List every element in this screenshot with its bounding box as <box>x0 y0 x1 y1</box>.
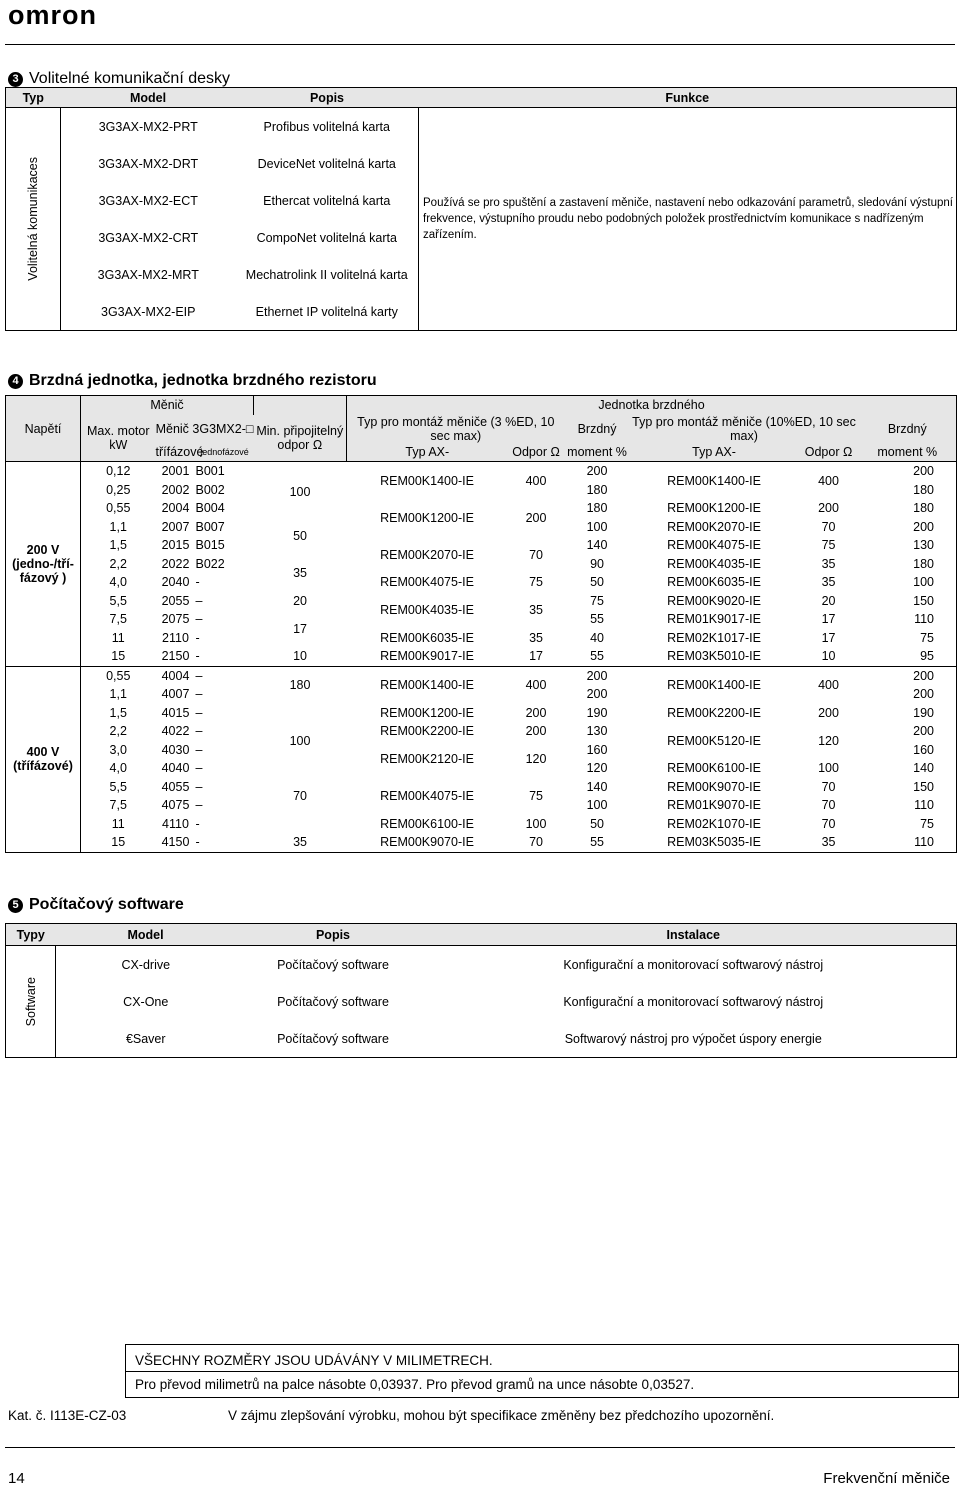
table-cell: 130 <box>586 724 608 739</box>
page-footer-title: Frekvenční měniče <box>823 1470 950 1487</box>
table-cell: 100 <box>289 733 311 748</box>
section-number-badge: 3 <box>8 72 23 87</box>
table-cell: Typ AX- <box>405 444 450 459</box>
table-cell: 4075 <box>161 798 190 813</box>
table-cell: CX-drive <box>121 957 171 972</box>
table-cell: 75 <box>920 816 934 831</box>
type-cell: Software <box>6 946 56 1058</box>
table-cell: 110 <box>914 835 934 850</box>
table-cell: 140 <box>586 779 608 794</box>
table-cell: 55 <box>590 612 604 627</box>
table-cell: Ethercat volitelná karta <box>263 193 391 208</box>
table-row <box>6 629 957 648</box>
table-cell: REM00K2120-IE <box>380 752 474 766</box>
table-row <box>6 462 957 481</box>
table-row <box>6 256 957 293</box>
table-cell: 1,1 <box>109 687 127 702</box>
table-cell: 95 <box>920 649 934 664</box>
table-cell: – <box>195 687 203 702</box>
table-cell: B015 <box>195 538 225 553</box>
table-cell: 200 <box>586 668 608 683</box>
table-cell: 17 <box>821 630 836 645</box>
table-row <box>6 396 957 415</box>
table-cell: Popis <box>236 924 431 946</box>
table-cell: 0,55 <box>106 668 131 683</box>
table-cell: 200 <box>913 668 934 683</box>
table-cell: 75 <box>920 630 934 645</box>
software-table <box>5 923 957 1058</box>
section-number-badge: 5 <box>8 898 23 913</box>
section-5-title: 5 Počítačový software <box>8 896 184 914</box>
table-cell: REM00K4075-IE <box>667 538 761 553</box>
table-header-row <box>6 924 957 946</box>
table-cell: 100 <box>586 519 608 534</box>
table-cell: 120 <box>525 752 547 766</box>
table-cell: 50 <box>590 816 604 831</box>
table-cell: 140 <box>586 538 608 553</box>
table-cell: 4110 <box>162 816 189 831</box>
table-cell: 17 <box>293 621 307 636</box>
table-cell: 190 <box>586 705 608 720</box>
table-cell: 100 <box>289 485 311 499</box>
table-cell: 100 <box>586 798 608 813</box>
table-cell: 2,2 <box>109 724 127 739</box>
table-cell: 0,55 <box>106 501 131 516</box>
table-cell: 15 <box>111 649 126 664</box>
table-cell: 200 <box>586 687 608 702</box>
table-cell: moment % <box>877 444 938 459</box>
function-description: Používá se pro spuštění a zastavení měniče, nastavení nebo odkazování parametrů, sledování výstupní frekvence, výstupního proudu nebo podobných položek prostřednictvím komunikace s nadřízeným zařízením. <box>419 182 957 256</box>
header-rows <box>6 396 957 462</box>
table-cell: CompoNet volitelná karta <box>256 230 397 245</box>
units-note: VŠECHNY ROZMĚRY JSOU UDÁVÁNY V MILIMETRECH. <box>135 1353 493 1368</box>
table-cell: – <box>195 612 203 627</box>
table-cell: 75 <box>529 575 543 590</box>
conversion-note: Pro převod milimetrů na palce násobte 0,03937. Pro převod gramů na unce násobte 0,03527. <box>135 1377 695 1392</box>
table-cell: 200 <box>913 724 934 739</box>
table-cell: 400 V (třífázové) <box>6 666 81 852</box>
catalog-number: Kat. č. I113E-CZ-03 <box>8 1408 127 1423</box>
table-cell: Typ AX- <box>692 444 736 459</box>
table-cell: 4030 <box>161 742 190 757</box>
table-cell: 75 <box>590 593 604 608</box>
table-cell: 180 <box>586 501 608 516</box>
table-cell: 200 <box>818 705 839 720</box>
table-cell: 3,0 <box>109 742 127 757</box>
table-cell: 3G3AX-MX2-PRT <box>98 119 198 134</box>
table-cell: 2040 <box>161 575 190 590</box>
table-cell: Model <box>56 924 236 946</box>
table-cell: Funkce <box>419 88 957 108</box>
table-cell: 180 <box>289 678 311 692</box>
table-cell: 55 <box>590 649 604 664</box>
table-cell: 4022 <box>161 724 190 739</box>
table-cell: 120 <box>586 761 608 776</box>
table-cell: REM00K5120-IE <box>667 733 761 748</box>
table-cell <box>419 108 957 146</box>
table-cell: 75 <box>529 789 543 803</box>
table-cell: 400 <box>525 473 547 488</box>
table-cell: 110 <box>914 612 934 627</box>
table-row <box>6 647 957 666</box>
table-row <box>6 833 957 852</box>
table-cell: 4040 <box>161 761 190 776</box>
table-cell: REM00K6035-IE <box>667 575 761 590</box>
table-cell: B022 <box>195 556 225 571</box>
table-cell: – <box>195 761 203 776</box>
table-row <box>6 108 957 146</box>
table-cell: 200 <box>913 519 934 534</box>
table-cell: 75 <box>821 538 836 553</box>
rows-200v <box>6 462 957 667</box>
table-cell: 200 V (jedno-/tří-fázový ) <box>6 462 81 667</box>
table-cell: 17 <box>821 612 836 627</box>
table-cell: 10 <box>293 649 307 664</box>
table-cell: – <box>195 724 203 739</box>
table-cell: – <box>195 742 203 757</box>
table-cell: 70 <box>821 798 836 813</box>
section-3-title: 3 Volitelné komunikační desky <box>8 70 230 88</box>
table-cell: 200 <box>586 464 608 479</box>
table-row <box>6 1020 957 1058</box>
rows-400v <box>6 666 957 852</box>
table-cell: – <box>195 593 203 608</box>
table-cell: Ethernet IP volitelná karty <box>255 304 398 319</box>
table-cell: Jednotka brzdného <box>598 398 705 413</box>
table-cell: REM00K6100-IE <box>667 761 761 776</box>
section-number-badge: 4 <box>8 374 23 389</box>
table-cell: REM00K9020-IE <box>667 593 761 608</box>
table-cell: 150 <box>913 593 934 608</box>
table-cell: Měnič 3G3MX2-□ <box>155 421 254 436</box>
table-cell: 100 <box>818 761 839 776</box>
table-cell: 70 <box>529 547 543 562</box>
table-cell: Brzdný <box>577 421 617 436</box>
table-row <box>6 815 957 834</box>
table-cell: REM01K9070-IE <box>667 798 761 813</box>
table-cell: REM03K5010-IE <box>667 649 761 664</box>
table-cell: REM03K5035-IE <box>667 835 761 850</box>
communication-cards-table <box>5 87 957 331</box>
table-cell: 35 <box>529 630 543 645</box>
table-cell: 0,12 <box>106 464 131 479</box>
table-cell: 100 <box>913 575 934 590</box>
table-cell: REM00K6035-IE <box>380 630 474 645</box>
table-cell: Napětí <box>6 396 81 462</box>
table-cell: Typy <box>6 924 56 946</box>
page-number: 14 <box>8 1470 25 1487</box>
table-cell: 5,5 <box>109 779 127 794</box>
top-rule <box>5 44 955 45</box>
table-cell: 2055 <box>161 593 190 608</box>
table-cell: Počítačový software <box>277 957 389 972</box>
table-cell <box>254 499 347 518</box>
table-cell: 200 <box>525 510 547 525</box>
table-cell <box>419 256 957 293</box>
table-cell: 2015 <box>161 538 190 553</box>
table-cell: 4,0 <box>109 761 127 776</box>
table-cell: DeviceNet volitelná karta <box>257 156 396 171</box>
table-cell <box>419 293 957 331</box>
table-cell: Instalace <box>431 924 957 946</box>
table-cell: – <box>195 668 203 683</box>
table-cell: Odpor Ω <box>804 444 853 459</box>
table-row <box>6 722 957 741</box>
table-cell: Konfigurační a monitorovací softwarový nástroj <box>563 994 824 1009</box>
table-cell: 400 <box>525 678 547 692</box>
table-row <box>6 182 957 219</box>
table-cell: – <box>195 798 203 813</box>
table-cell: REM02K1017-IE <box>667 630 761 645</box>
table-cell: 160 <box>586 742 608 757</box>
table-cell: 40 <box>590 630 604 645</box>
table-cell: 2150 <box>161 649 190 664</box>
table-row <box>6 293 957 331</box>
table-cell <box>254 815 347 834</box>
table-cell: REM00K6100-IE <box>380 816 474 831</box>
table-cell: 55 <box>590 835 604 850</box>
table-cell: Počítačový software <box>277 1031 389 1046</box>
table-cell: - <box>195 630 200 645</box>
table-cell: 1,5 <box>109 538 127 553</box>
table-row <box>6 983 957 1020</box>
table-row <box>6 778 957 797</box>
table-cell: 3G3AX-MX2-CRT <box>98 230 199 245</box>
table-cell: 400 <box>818 473 839 488</box>
units-note-box <box>125 1344 959 1398</box>
table-cell: 130 <box>913 538 934 553</box>
table-cell: 180 <box>586 482 608 497</box>
table-cell: 200 <box>913 464 934 479</box>
table-cell: 2002 <box>161 482 190 497</box>
table-cell: REM00K2070-IE <box>380 547 474 562</box>
table-cell: Profibus volitelná karta <box>263 119 390 134</box>
disclaimer: V zájmu zlepšování výrobku, mohou být specifikace změněny bez předchozího upozornění. <box>228 1408 775 1423</box>
table-cell: 4150 <box>161 835 190 850</box>
table-cell: 120 <box>818 733 839 748</box>
table-cell: 17 <box>529 649 543 664</box>
table-cell: Konfigurační a monitorovací softwarový nástroj <box>563 957 824 972</box>
table-cell: 70 <box>293 789 307 803</box>
table-row <box>6 592 957 611</box>
table-cell: REM00K1400-IE <box>380 678 474 692</box>
table-cell: REM00K1400-IE <box>667 678 761 692</box>
omron-logo: omron <box>8 0 97 30</box>
table-cell: 7,5 <box>109 612 127 627</box>
table-cell <box>254 396 347 415</box>
table-row <box>6 666 957 685</box>
table-cell: 150 <box>913 779 934 794</box>
table-cell: 3G3AX-MX2-EIP <box>101 304 196 319</box>
table-cell: Typ pro montáž měniče (10%ED, 10 sec max) <box>632 414 856 443</box>
table-cell: 4,0 <box>109 575 127 590</box>
table-cell: 0,25 <box>106 482 131 497</box>
table-row <box>6 946 957 984</box>
type-cell: Volitelná komunikaces <box>6 145 61 293</box>
table-cell: 70 <box>529 835 543 850</box>
table-cell: - <box>195 835 200 850</box>
table-cell: 90 <box>590 556 604 571</box>
table-row <box>6 573 957 592</box>
table-cell: REM00K9070-IE <box>380 835 474 850</box>
table-cell: B004 <box>195 501 225 516</box>
table-cell: Brzdný <box>887 421 927 436</box>
table-cell: 2022 <box>161 556 190 571</box>
table-cell: 70 <box>821 519 836 534</box>
table-cell: 20 <box>293 593 307 608</box>
table-row <box>6 536 957 555</box>
table-row <box>6 499 957 518</box>
table-cell: 70 <box>821 779 836 794</box>
table-cell: Popis <box>236 88 419 108</box>
table-cell: 4015 <box>161 705 190 720</box>
table-cell: 2004 <box>161 501 190 516</box>
table-cell: REM00K1200-IE <box>380 510 474 525</box>
table-cell: 70 <box>821 816 836 831</box>
table-cell: 100 <box>525 816 547 831</box>
table-cell: 1,1 <box>109 519 127 534</box>
table-cell: Typ pro montáž měniče (3 %ED, 10 sec max) <box>357 414 555 443</box>
table-cell: 180 <box>913 482 934 497</box>
table-cell: Model <box>61 88 236 108</box>
table-cell: 190 <box>913 705 934 720</box>
table-cell: třífázové <box>155 444 204 459</box>
table-cell: 20 <box>821 593 836 608</box>
table-cell: 35 <box>529 603 543 617</box>
table-cell <box>6 108 61 146</box>
table-cell: 3G3AX-MX2-ECT <box>98 193 198 208</box>
table-cell: Odpor Ω <box>512 444 560 459</box>
table-cell: 35 <box>821 835 836 850</box>
table-cell: 4055 <box>161 779 190 794</box>
table-cell: 200 <box>818 501 839 516</box>
table-header-row <box>6 88 957 108</box>
table-cell: Mechatrolink II volitelná karta <box>245 267 408 282</box>
table-cell: REM00K1200-IE <box>380 705 474 720</box>
table-cell: B007 <box>195 519 225 534</box>
table-cell: 50 <box>590 575 604 590</box>
table-cell: 2110 <box>162 630 189 645</box>
table-cell: 3G3AX-MX2-MRT <box>97 267 199 282</box>
table-row <box>6 704 957 723</box>
table-cell: 5,5 <box>109 593 127 608</box>
table-cell: REM00K4035-IE <box>380 603 474 617</box>
table-cell: REM00K1200-IE <box>667 501 761 516</box>
table-cell: 2,2 <box>109 556 127 571</box>
table-cell: 3G3AX-MX2-DRT <box>98 156 199 171</box>
table-cell: 35 <box>821 556 836 571</box>
table-cell: - <box>195 575 200 590</box>
table-cell: 11 <box>111 630 125 645</box>
table-cell: 4007 <box>161 687 190 702</box>
table-cell: CX-One <box>123 994 169 1009</box>
table-cell: €Saver <box>125 1031 166 1046</box>
table-cell: REM00K4075-IE <box>380 575 474 590</box>
table-cell: Max. motor kW <box>86 423 150 452</box>
table-cell: 10 <box>821 649 836 664</box>
table-cell: 400 <box>818 678 839 692</box>
table-cell: REM01K9017-IE <box>667 612 761 627</box>
braking-unit-table <box>5 395 957 853</box>
table-cell: B002 <box>195 482 225 497</box>
table-cell: 35 <box>821 575 836 590</box>
table-cell: 180 <box>913 501 934 516</box>
table-cell: 1,5 <box>109 705 127 720</box>
table-cell: B001 <box>195 464 225 479</box>
bottom-rule <box>5 1447 955 1448</box>
table-cell: REM00K4075-IE <box>380 789 474 803</box>
table-cell: - <box>195 649 200 664</box>
table-cell: REM00K9017-IE <box>380 649 474 664</box>
table-cell: REM00K4035-IE <box>667 556 761 571</box>
table-cell: 7,5 <box>109 798 127 813</box>
table-cell: 110 <box>914 798 934 813</box>
table-cell: 15 <box>111 835 126 850</box>
table-cell: moment % <box>567 444 627 459</box>
table-cell: jednofázové <box>200 446 249 457</box>
table-cell: 2001 <box>161 464 190 479</box>
table-cell: Softwarový nástroj pro výpočet úspory energie <box>564 1031 822 1046</box>
table-cell: REM00K2070-IE <box>667 519 761 534</box>
table-cell: REM02K1070-IE <box>667 816 761 831</box>
table-cell: Měnič <box>81 396 254 415</box>
section-4-title: 4 Brzdná jednotka, jednotka brzdného rezistoru <box>8 372 377 390</box>
table-cell: 200 <box>525 705 547 720</box>
table-cell: REM00K2200-IE <box>380 724 474 739</box>
table-cell: 11 <box>111 816 125 831</box>
table-cell: – <box>195 779 203 794</box>
table-cell: 4004 <box>161 668 190 683</box>
table-cell <box>419 145 957 182</box>
table-cell: REM00K1400-IE <box>380 473 474 488</box>
table-cell: REM00K9070-IE <box>667 779 761 794</box>
table-cell: REM00K2200-IE <box>667 705 761 720</box>
table-cell: 200 <box>913 687 934 702</box>
table-cell: Min. připojitelný odpor Ω <box>254 415 347 462</box>
table-cell: 200 <box>525 724 547 739</box>
table-cell: 160 <box>913 742 934 757</box>
table-cell: Typ <box>6 88 61 108</box>
table-cell: 2075 <box>161 612 190 627</box>
table-cell: REM00K1400-IE <box>667 473 761 488</box>
table-cell: 35 <box>293 566 307 580</box>
table-cell: - <box>195 816 200 831</box>
table-cell <box>6 293 61 331</box>
table-cell: 140 <box>913 761 934 776</box>
table-cell: Počítačový software <box>277 994 389 1009</box>
table-cell: 50 <box>293 529 307 543</box>
table-cell: 2007 <box>161 519 190 534</box>
table-cell: – <box>195 705 203 720</box>
table-row <box>6 145 957 182</box>
table-cell: 180 <box>913 556 934 571</box>
table-cell: 35 <box>293 835 307 850</box>
